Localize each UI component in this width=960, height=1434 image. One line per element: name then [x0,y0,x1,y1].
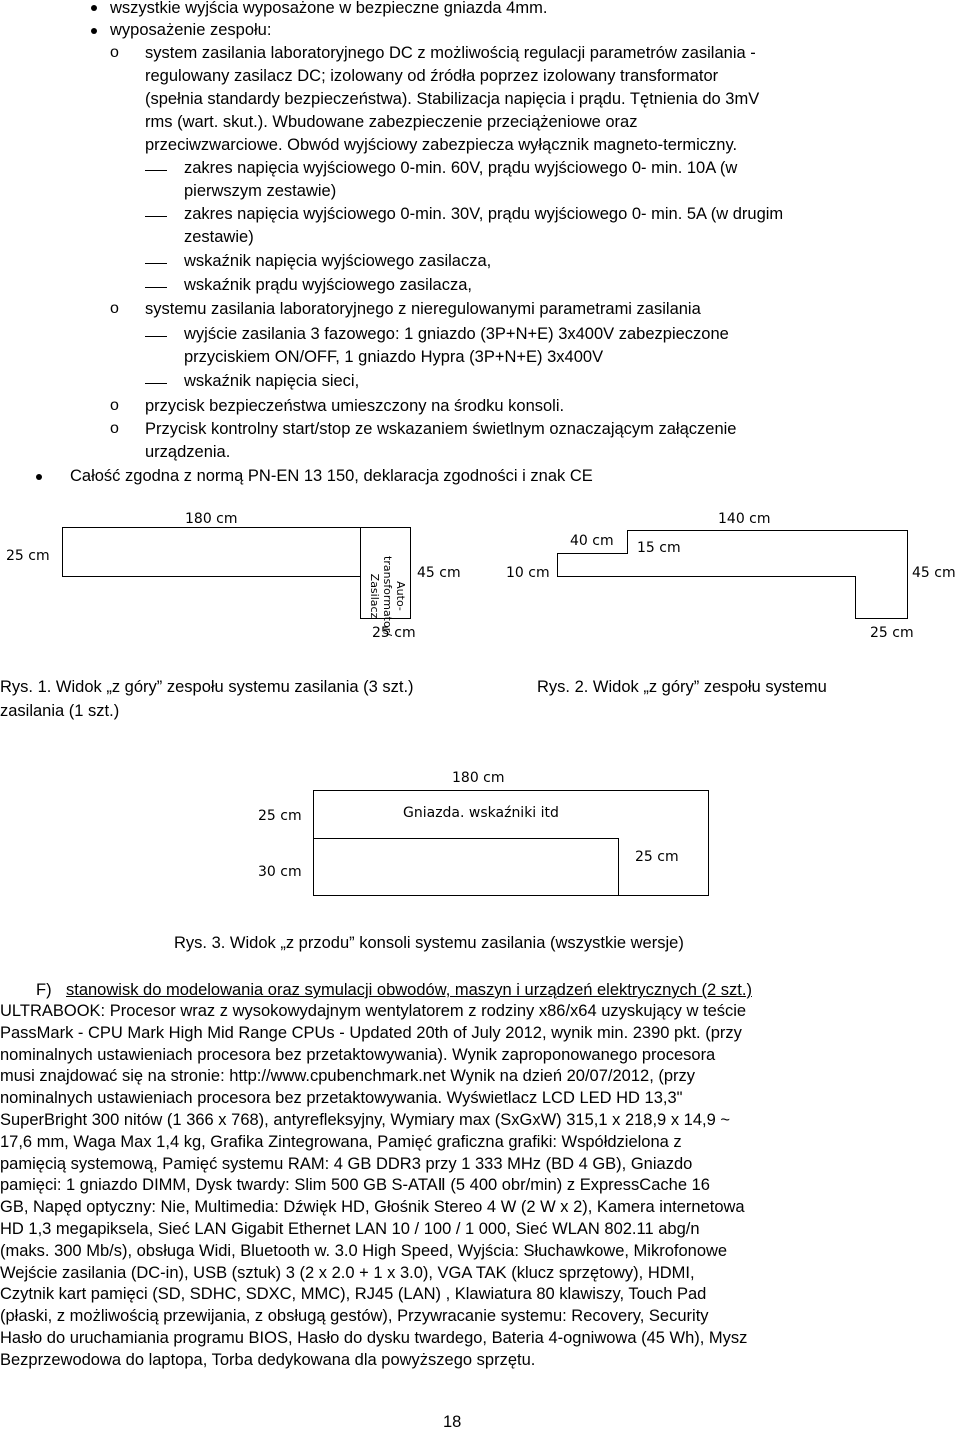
list-item-text: rms (wart. skut.). Wbudowane zabezpieczenie przeciążeniowe oraz [145,113,638,131]
list-item-text: wskaźnik prądu wyjściowego zasilacza, [184,276,472,294]
fig2-right-edge [907,530,908,619]
page-number: 18 [443,1413,462,1431]
list-item-text: wyjście zasilania 3 fazowego: 1 gniazdo (3P+N+E) 3x400V zabezpieczone [184,325,729,343]
figure-caption: zasilania (1 szt.) [0,702,120,720]
section-line: (płaski, z możliwością przewijania, z obsługą gestów), Przywracanie systemu: Recovery, Security [0,1307,709,1326]
fig2-notch-bottom [855,618,908,619]
dimension-label: 25 cm [372,625,416,641]
section-line: PassMark - CPU Mark High Mid Range CPUs - Updated 20th of July 2012, wynik min. 2390 pkt. (przy [0,1023,742,1042]
dimension-label: 40 cm [570,533,614,549]
bullet-dot [91,28,97,34]
dimension-label: 30 cm [258,864,302,880]
list-item-text: (spełnia standardy bezpieczeństwa). Stabilizacja napięcia i prądu. Tętnienia do 3mV [145,90,760,108]
list-item-text: wskaźnik napięcia wyjściowego zasilacza, [184,252,492,270]
dash-bullet [145,216,167,217]
section-line: Czytnik kart pamięci (SD, SDHC, SDXC, MMC), RJ45 (LAN) , Klawiatura 80 klawiszy, Touch Pad [0,1285,707,1304]
fig3-bottom-edge [313,895,709,896]
fig3-middle-edge [313,838,618,839]
list-item-text: pierwszym zestawie) [184,182,337,200]
fig3-box-label: Gniazda. wskaźniki itd [403,805,559,821]
section-line: musi znajdować się na stronie: http://www.cpubenchmark.net Wynik na dzień 20/07/2012, (przy [0,1067,696,1086]
ring-bullet: o [110,300,119,317]
section-prefix: F) [36,981,52,999]
fig1-box-right [410,527,411,619]
list-item-text: zestawie) [184,228,254,246]
fig2-bottom-edge [557,576,855,577]
fig2-top-edge [627,530,907,531]
dash-bullet [145,287,167,288]
dimension-label: 15 cm [637,540,681,556]
ring-bullet: o [110,420,119,437]
list-item-text: urządzenia. [145,443,231,461]
bullet-dot [36,474,42,480]
section-line: pamięci: 1 gniazdo DIMM, Dysk twardy: Slim 500 GB S-ATAⅡ (5 400 obr/min) z ExpressCache 16 [0,1176,710,1195]
section-line: GB, Napęd optyczny: Nie, Multimedia: Dźwięk HD, Głośnik Stereo 4 W (2 W x 2), Kamera internetowa [0,1198,745,1217]
dimension-label: 45 cm [912,565,956,581]
dash-bullet [145,170,167,171]
dash-bullet [145,263,167,264]
fig2-step [627,530,628,554]
figure-caption: Rys. 2. Widok „z góry” zespołu systemu [537,678,827,696]
section-line: Wejście zasilania (DC-in), USB (sztuk) 3 (2 x 2.0 + 1 x 3.0), VGA TAK (klucz sprzętowy), HDMI, [0,1263,695,1282]
list-item-text: regulowany zasilacz DC; izolowany od źródła poprzez izolowany transformator [145,67,719,85]
dimension-label: 25 cm [870,625,914,641]
section-line: 17,6 mm, Waga Max 1,4 kg, Grafika Zintegrowana, Pamięć graficzna grafiki: Współdzielona z [0,1132,682,1151]
dimension-label: 180 cm [185,511,238,527]
dimension-label: 25 cm [258,808,302,824]
list-item-text: systemu zasilania laboratoryjnego z nieregulowanymi parametrami zasilania [145,300,701,318]
list-item: wszystkie wyjścia wyposażone w bezpieczne gniazda 4mm. [110,0,548,17]
fig2-notch [855,576,856,619]
dimension-label: 180 cm [452,770,505,786]
fig3-left-edge [313,790,314,896]
list-item-text: przycisk bezpieczeństwa umieszczony na środku konsoli. [145,397,565,415]
list-item: wyposażenie zespołu: [110,21,272,39]
fig2-top-left [557,553,627,554]
dimension-label: 140 cm [718,511,771,527]
figure-caption: Rys. 3. Widok „z przodu” konsoli systemu zasilania (wszystkie wersje) [174,934,684,952]
dash-bullet [145,336,167,337]
ring-bullet: o [110,397,119,414]
fig3-divider [618,838,619,896]
section-heading: stanowisk do modelowania oraz symulacji obwodów, maszyn i urządzeń elektrycznych (2 szt.) [66,981,752,999]
section-line: pamięcią systemową, Pamięć systemu RAM: 4 GB DDR3 przy 1 333 MHz (BD 4 GB), Gniazdo [0,1154,693,1173]
list-item-text: system zasilania laboratoryjnego DC z możliwością regulacji parametrów zasilania - [145,44,756,62]
fig2-left-edge [557,553,558,577]
section-line: (maks. 300 Mb/s), obsługa Widi, Bluetooth w. 3.0 High Speed, Wyjścia: Słuchawkowe, Mikrofonowe [0,1241,728,1260]
section-line: Bezprzewodowa do laptopa, Torba dedykowana dla powyższego sprzętu. [0,1350,536,1369]
list-item-text: Przycisk kontrolny start/stop ze wskazaniem świetlnym oznaczającym załączenie [145,420,737,438]
list-item-text: zakres napięcia wyjściowego 0-min. 60V, prądu wyjściowego 0- min. 10A (w [184,159,738,177]
section-line: Hasło do uruchamiania programu BIOS, Hasło do dysku twardego, Bateria 4-ogniwowa (45 Wh), Mysz [0,1329,748,1347]
section-line: SuperBright 300 nitów (1 366 x 768), antyrefleksyjny, Wymiary max (SxGxW) 315,1 x 218,9 x 14,9 ~ [0,1111,730,1129]
ring-bullet: o [110,44,119,61]
list-item-text: zakres napięcia wyjściowego 0-min. 30V, prądu wyjściowego 0- min. 5A (w drugim [184,205,784,223]
fig3-top-edge [313,790,709,791]
fig1-bottom-edge [62,576,360,577]
fig1-box-left [360,527,361,619]
bullet-dot [91,5,97,11]
list-item-text: przeciwzwarciowe. Obwód wyjściowy zabezpiecza wyłącznik magneto-termiczny. [145,136,738,154]
section-line: nominalnych ustawieniach procesora bez przetaktowywania. Wyświetlacz LCD LED HD 13,3" [0,1089,683,1108]
list-item-text: przyciskiem ON/OFF, 1 gniazdo Hypra (3P+N+E) 3x400V [184,348,604,366]
dash-bullet [145,383,167,384]
fig1-box-label: Auto- transformator/ Zasilacz [368,556,407,636]
figure-caption: Rys. 1. Widok „z góry” zespołu systemu zasilania (3 szt.) [0,678,414,696]
section-line: HD 1,3 megapiksela, Sieć LAN Gigabit Ethernet LAN 10 / 100 / 1 000, Sieć WLAN 802.11 abg/n [0,1220,700,1238]
dimension-label: 45 cm [417,565,461,581]
dimension-label: 10 cm [506,565,550,581]
fig1-top-edge [62,527,410,528]
section-line: nominalnych ustawieniach procesora bez przetaktowywania). Wynik zaproponowanego procesora [0,1045,716,1064]
fig3-right-edge [708,790,709,896]
section-line: ULTRABOOK: Procesor wraz z wysokowydajnym wentylatorem z rodziny x86/x64 uzyskujący w teście [0,1002,747,1020]
list-item-text: wskaźnik napięcia sieci, [184,372,360,390]
list-item: Całość zgodna z normą PN-EN 13 150, deklaracja zgodności i znak CE [70,467,593,485]
dimension-label: 25 cm [635,849,679,865]
dimension-label: 25 cm [6,548,50,564]
fig1-left-edge [62,527,63,577]
